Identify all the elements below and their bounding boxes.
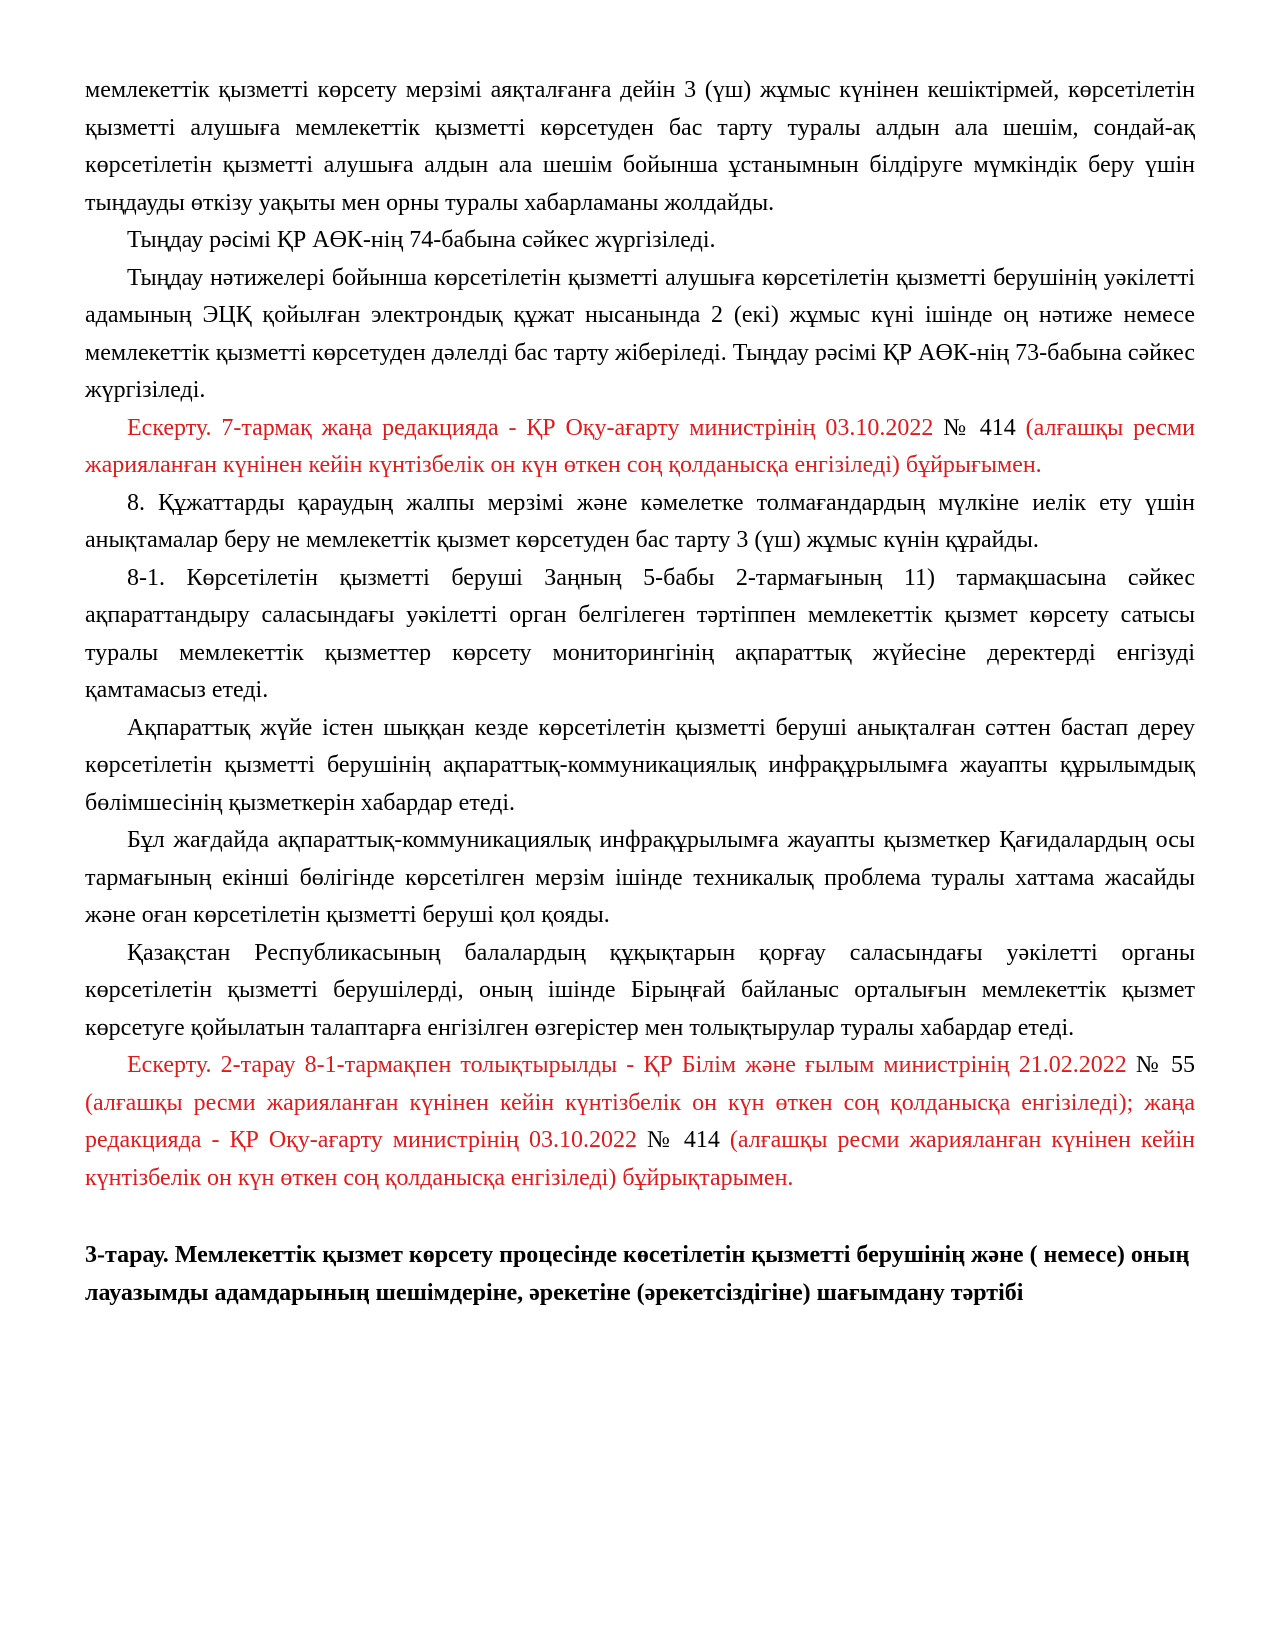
text-segment-red: (алғашқы ресми жарияланған күнінен кейін күнтізбелік он күн өткен соң қолданысқа енгізіледі); жаңа редакцияда - ҚР Оқу-ағарту министрінің 03.10.2022 — [85, 1089, 1195, 1153]
paragraph-system-failure — [85, 710, 1195, 823]
paragraph-technical-problem-protocol — [85, 822, 1195, 935]
text-segment-red: (алғашқы ресми жарияланған күнінен кейін күнтізбелік он күн өткен соң қолданысқа енгізіледі) бұйрығымен. — [85, 414, 1195, 478]
paragraph-children-rights-authority — [85, 935, 1195, 1048]
paragraph-item-8-1 — [85, 560, 1195, 710]
paragraph-hearing-results — [85, 260, 1195, 410]
text-segment-red: Ескерту. 2-тарау 8-1-тармақпен толықтырылды - ҚР Білім және ғылым министрінің 21.02.2022 — [127, 1052, 1136, 1078]
paragraph-item-8 — [85, 485, 1195, 560]
text-segment: Тыңдау нәтижелері бойынша көрсетілетін қызметті алушыға көрсетілетін қызметті берушінің уәкілетті адамының ЭЦҚ қойылған электрондық құжат нысанында 2 (екі) жұмыс күні ішінде оң нәтиже немесе мемлекеттік қызметті көрсетуден дәлелді бас тарту жіберіледі. Тыңдау рәсімі ҚР АӨК-нің 73-бабына сәйкес жүргізіледі. — [85, 264, 1195, 403]
text-segment: 8. Құжаттарды қараудың жалпы мерзімі және кәмелетке толмағандардың мүлкіне иелік ету үшін анықтамалар беру не мемлекеттік қызмет көрсетуден бас тарту 3 (үш) жұмыс күнін құрайды. — [85, 489, 1195, 553]
text-segment-order-number: № 414 — [647, 1127, 730, 1153]
text-segment: Ақпараттық жүйе істен шыққан кезде көрсетілетін қызметті беруші анықталған сәттен бастап дереу көрсетілетін қызметті берушінің ақпараттық-коммуникациялық инфрақұрылымға жауапты құрылымдық бөлімшесінің қызметкерін хабардар етеді. — [85, 714, 1195, 816]
paragraph-note-item7-amendment — [85, 410, 1195, 485]
text-segment-order-number: № 414 — [943, 414, 1026, 441]
text-segment-order-number: № 55 — [1135, 1052, 1195, 1078]
text-segment: мемлекеттік қызметті көрсету мерзімі аяқталғанға дейін 3 (үш) жұмыс күнінен кешіктірмей, көрсетілетін қызметті алушыға мемлекеттік қызметті көрсетуден бас тарту туралы алдын ала шешім, сондай-ақ көрсетілетін қызметті алушыға алдын ала шешім бойынша ұстанымнын білдіруге мүмкіндік беру үшін тыңдауды өткізу уақыты мен орны туралы хабарламаны жолдайды. — [85, 77, 1195, 216]
paragraph-note-item8-1-amendment — [85, 1047, 1195, 1197]
text-segment: Тыңдау рәсімі ҚР АӨК-нің 74-бабына сәйкес жүргізіледі. — [127, 227, 716, 253]
text-segment: 8-1. Көрсетілетін қызметті беруші Заңның 5-бабы 2-тармағының 11) тармақшасына сәйкес ақпараттандыру саласындағы уәкілетті орган белгілеген тәртіппен мемлекеттік қызмет көрсету сатысы туралы мемлекеттік қызметтер көрсету мониторингінің ақпараттық жүйесіне деректерді енгізуді қамтамасыз етеді. — [85, 564, 1195, 703]
text-segment-red: Ескерту. 7-тармақ жаңа редакцияда - ҚР Оқу-ағарту министрінің 03.10.2022 — [127, 414, 944, 441]
text-segment: Бұл жағдайда ақпараттық-коммуникациялық инфрақұрылымға жауапты қызметкер Қағидалардың осы тармағының екінші бөлігінде көрсетілген мерзім ішінде техникалық проблема туралы хаттама жасайды және оған көрсетілетін қызметті беруші қол қояды. — [85, 827, 1195, 928]
paragraph-service-refusal-notice — [85, 72, 1195, 222]
text-segment-red: (алғашқы ресми жарияланған күнінен кейін күнтізбелік он күн өткен соң қолданысқа енгізіледі) бұйрықтарымен. — [85, 1127, 1195, 1191]
paragraph-hearing-article-74 — [85, 222, 1195, 260]
text-segment: Қазақстан Республикасының балалардың құқықтарын қорғау саласындағы уәкілетті органы көрсетілетін қызметті берушілерді, оның ішінде Бірыңғай байланыс орталығын мемлекеттік қызмет көрсетуге қойылатын талаптарға енгізілген өзгерістер мен толықтырулар туралы хабардар етеді. — [85, 939, 1195, 1041]
chapter-3-heading: 3-тарау. Мемлекеттік қызмет көрсету процесінде көсетілетін қызметті берушінің және ( немесе) оның лауазымды адамдарының шешімдеріне, әрекетіне (әрекетсіздігіне) шағымдану тәртібі — [85, 1242, 1190, 1306]
